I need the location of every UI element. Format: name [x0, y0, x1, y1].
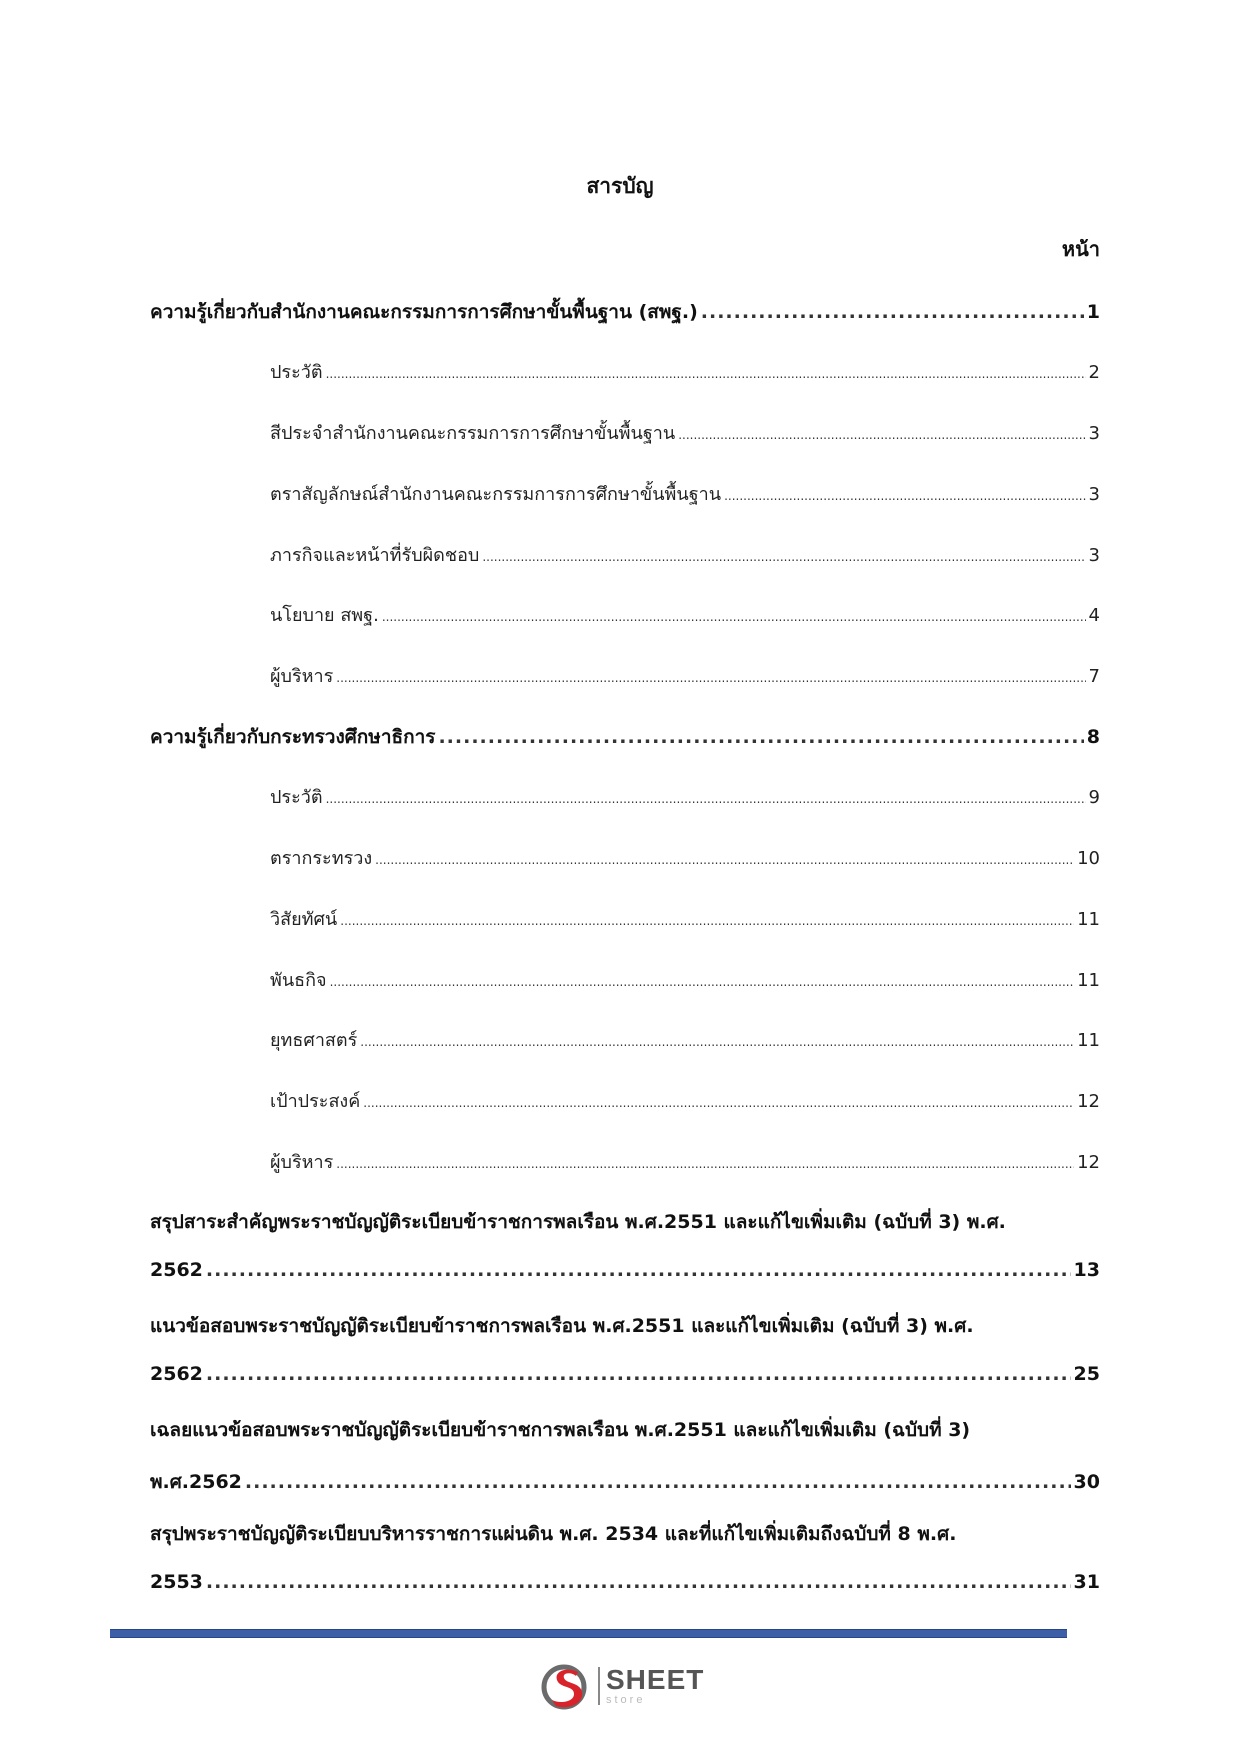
- toc-entry-page: 11: [1077, 970, 1100, 991]
- toc-entry-title: สีประจำสำนักงานคณะกรรมการการศึกษาขั้นพื้นฐาน: [270, 423, 676, 444]
- toc-entry-obec-emblem[interactable]: [270, 479, 1100, 508]
- dot-leader: [336, 666, 1085, 687]
- toc-entry-moe-history[interactable]: [270, 782, 1100, 811]
- dot-leader: [701, 301, 1084, 323]
- logo-divider: [598, 1667, 600, 1705]
- toc-entry-civil-service-answers[interactable]: [150, 1467, 1100, 1497]
- logo-text: [606, 1666, 704, 1706]
- dot-leader: [326, 787, 1086, 808]
- dot-leader: [678, 423, 1085, 444]
- toc-entry-page: 25: [1073, 1363, 1100, 1385]
- toc-entry-obec-color[interactable]: [270, 418, 1100, 447]
- toc-entry-page: 11: [1077, 909, 1100, 930]
- toc-entry-title: ตราสัญลักษณ์สำนักงานคณะกรรมการการศึกษาขั้นพื้นฐาน: [270, 484, 722, 505]
- footer-rule: [110, 1629, 1067, 1638]
- toc-entry-page: 12: [1077, 1152, 1100, 1173]
- toc-entry-civil-service-exam[interactable]: [150, 1363, 1100, 1385]
- toc-entry-moe[interactable]: [150, 722, 1100, 752]
- dot-leader: [375, 848, 1074, 869]
- toc-entry-page: 3: [1088, 545, 1100, 566]
- toc-entry-page: 3: [1088, 423, 1100, 444]
- toc-entry-title: ความรู้เกี่ยวกับสำนักงานคณะกรรมการการศึกษาขั้นพื้นฐาน (สพฐ.): [150, 301, 698, 323]
- toc-entry-page: 12: [1077, 1091, 1100, 1112]
- toc-entry-moe-mission[interactable]: [270, 965, 1100, 994]
- toc-entry-moe-executives[interactable]: [270, 1147, 1100, 1176]
- toc-entry-page: 3: [1088, 484, 1100, 505]
- toc-entry-title: พ.ศ.2562: [150, 1471, 242, 1493]
- toc-entry-title: นโยบาย สพฐ.: [270, 605, 379, 626]
- toc-entry-page: 10: [1077, 848, 1100, 869]
- toc-entry-title: ประวัติ: [270, 787, 323, 808]
- toc-entry-page: 11: [1077, 1030, 1100, 1051]
- toc-entry-title: ผู้บริหาร: [270, 1152, 334, 1173]
- toc-entry-civil-service-summary[interactable]: [150, 1259, 1100, 1281]
- toc-entry-obec[interactable]: [150, 297, 1100, 327]
- dot-leader: [340, 909, 1074, 930]
- toc-entry-page: 31: [1073, 1571, 1100, 1593]
- dot-leader: [438, 726, 1083, 748]
- toc-entry-title: ตรากระทรวง: [270, 848, 373, 869]
- dot-leader: [206, 1259, 1071, 1281]
- dot-leader: [245, 1471, 1071, 1493]
- sheet-store-logo: [540, 1660, 720, 1712]
- dot-leader: [482, 545, 1085, 566]
- logo-word: SHEET: [606, 1664, 705, 1695]
- dot-leader: [206, 1363, 1071, 1385]
- logo-sub: store: [606, 1694, 646, 1706]
- toc-entry-moe-vision[interactable]: [270, 904, 1100, 933]
- dot-leader: [336, 1152, 1074, 1173]
- dot-leader: [382, 605, 1086, 626]
- toc-entry-page: 4: [1088, 605, 1100, 626]
- toc-entry-page: 13: [1073, 1259, 1100, 1281]
- toc-entry-moe-emblem[interactable]: [270, 843, 1100, 872]
- dot-leader: [330, 970, 1074, 991]
- toc-entry-moe-strategy[interactable]: [270, 1025, 1100, 1054]
- toc-entry-title: เป้าประสงค์: [270, 1091, 361, 1112]
- toc-entry-title: ยุทธศาสตร์: [270, 1030, 358, 1051]
- toc-entry-title: ความรู้เกี่ยวกับกระทรวงศึกษาธิการ: [150, 726, 436, 748]
- toc-entry-title: 2553: [150, 1571, 203, 1593]
- toc-entry-title: พันธกิจ: [270, 970, 327, 991]
- dot-leader: [326, 362, 1086, 383]
- toc-entry-obec-executives[interactable]: [270, 661, 1100, 690]
- toc-entry-obec-mission[interactable]: [270, 540, 1100, 569]
- dot-leader: [206, 1571, 1071, 1593]
- dot-leader: [363, 1091, 1074, 1112]
- toc-entry-obec-policy[interactable]: [270, 600, 1100, 629]
- toc-entry-page: 2: [1088, 362, 1100, 383]
- dot-leader: [360, 1030, 1074, 1051]
- toc-entry-page: 30: [1073, 1471, 1100, 1493]
- toc-entry-moe-goals[interactable]: [270, 1086, 1100, 1115]
- toc-entry-civil-service-exam-line1[interactable]: แนวข้อสอบพระราชบัญญัติระเบียบข้าราชการพลเรือน พ.ศ.2551 และแก้ไขเพิ่มเติม (ฉบับที่ 3) พ.ศ.: [150, 1315, 974, 1337]
- toc-entry-title: 2562: [150, 1363, 203, 1385]
- toc-entry-title: ประวัติ: [270, 362, 323, 383]
- toc-entry-page: 7: [1088, 666, 1100, 687]
- toc-entry-title: วิสัยทัศน์: [270, 909, 338, 930]
- toc-entry-title: ภารกิจและหน้าที่รับผิดชอบ: [270, 545, 480, 566]
- toc-entry-title: ผู้บริหาร: [270, 666, 334, 687]
- toc-entry-state-admin-summary-line1[interactable]: สรุปพระราชบัญญัติระเบียบบริหารราชการแผ่นดิน พ.ศ. 2534 และที่แก้ไขเพิ่มเติมถึงฉบับที่ 8 พ.ศ.: [150, 1523, 957, 1545]
- toc-entry-civil-service-summary-line1[interactable]: สรุปสาระสำคัญพระราชบัญญัติระเบียบข้าราชการพลเรือน พ.ศ.2551 และแก้ไขเพิ่มเติม (ฉบับที่ 3) พ.ศ.: [150, 1211, 1006, 1233]
- page-column-header: หน้า: [1061, 237, 1100, 261]
- toc-entry-page: 9: [1088, 787, 1100, 808]
- toc-entry-title: 2562: [150, 1259, 203, 1281]
- dot-leader: [724, 484, 1085, 505]
- page-title: สารบัญ: [586, 174, 654, 198]
- toc-entry-civil-service-answers-line1[interactable]: เฉลยแนวข้อสอบพระราชบัญญัติระเบียบข้าราชการพลเรือน พ.ศ.2551 และแก้ไขเพิ่มเติม (ฉบับที่ 3): [150, 1419, 971, 1441]
- toc-entry-state-admin-summary[interactable]: [150, 1571, 1100, 1593]
- toc-entry-page: 1: [1086, 301, 1100, 323]
- toc-entry-page: 8: [1086, 726, 1100, 748]
- sheet-store-logo-icon: [540, 1660, 592, 1712]
- toc-entry-obec-history[interactable]: [270, 357, 1100, 386]
